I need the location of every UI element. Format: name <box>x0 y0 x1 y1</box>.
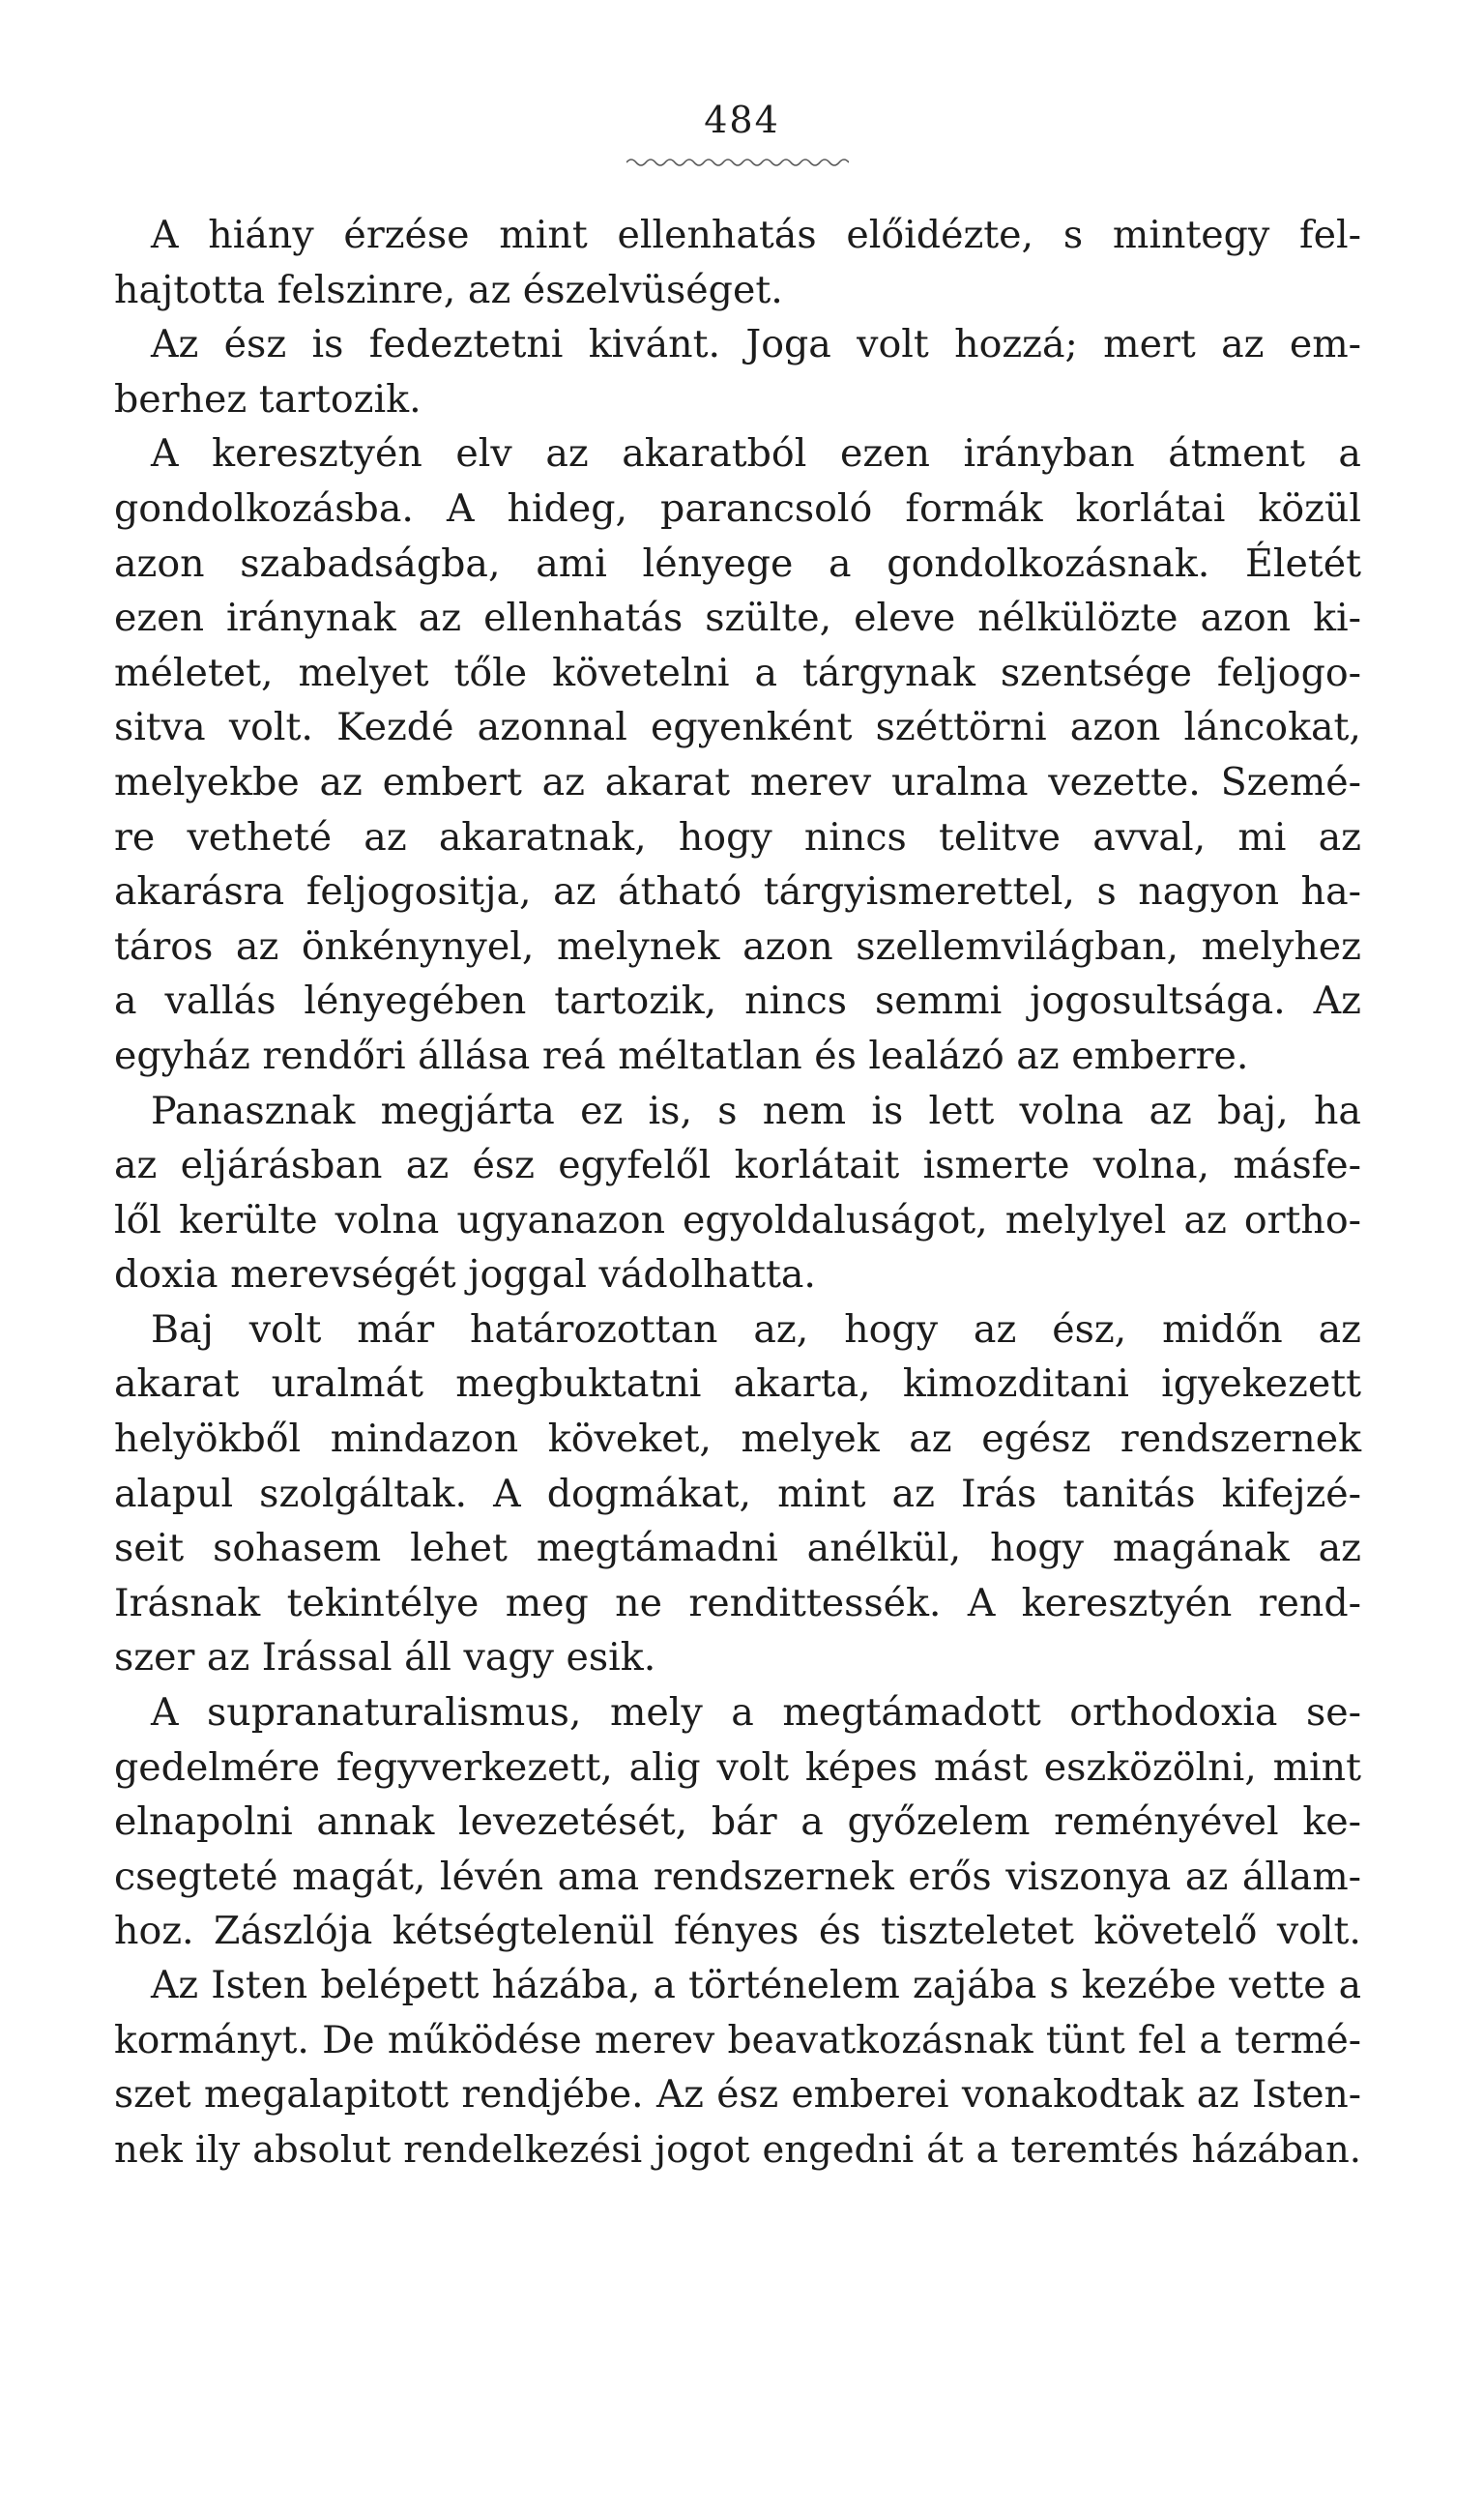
text-line: szet megalapitott rendjébe. Az ész emberei vonakodtak az Isten- <box>114 2073 1361 2118</box>
page-number: 484 <box>704 99 780 141</box>
text-line: elnapolni annak levezetését, bár a győzelem reményével ke- <box>114 1799 1361 1845</box>
text-line: hajtotta felszinre, az észelvüséget. <box>114 267 783 312</box>
text-line: Az Isten belépett házába, a történelem zajába s kezébe vette a <box>151 1964 1361 2007</box>
text-line: kormányt. De működése merev beavatkozásnak tünt fel a termé- <box>114 2018 1361 2062</box>
text-line: Panasznak megjárta ez is, s nem is lett volna az baj, ha <box>151 1088 1361 1133</box>
text-line: nek ily absolut rendelkezési jogot engedni át a teremtés házában. <box>114 2127 1361 2172</box>
text-line: akarat uralmát megbuktatni akarta, kimozditani igyekezett <box>114 1361 1361 1407</box>
text-line: méletet, melyet tőle követelni a tárgynak szentsége feljogo- <box>114 650 1361 695</box>
text-line: helyökből mindazon köveket, melyek az egész rendszernek <box>114 1417 1361 1462</box>
text-line: seit sohasem lehet megtámadni anélkül, hogy magának az <box>114 1526 1361 1571</box>
text-line: alapul szolgáltak. A dogmákat, mint az Irás tanitás kifejzé- <box>114 1471 1361 1516</box>
body-text <box>114 208 1361 2178</box>
text-line: akarásra feljogositja, az átható tárgyismerettel, s nagyon ha- <box>114 869 1361 915</box>
text-line: berhez tartozik. <box>114 376 422 422</box>
text-line: hoz. Zászlója kétségtelenül fényes és tiszteletet követelő volt. <box>114 1909 1361 1954</box>
text-line: az eljárásban az ész egyfelől korlátait ismerte volna, másfe- <box>114 1143 1361 1188</box>
text-line: gedelmére fegyverkezett, alig volt képes mást eszközölni, mint <box>114 1744 1361 1790</box>
text-line: Irásnak tekintélye meg ne rendittessék. A keresztyén rend- <box>114 1580 1361 1625</box>
text-line: A hiány érzése mint ellenhatás előidézte, s mintegy fel- <box>151 213 1361 257</box>
text-line: a vallás lényegében tartozik, nincs semmi jogosultsága. Az <box>114 979 1361 1024</box>
text-line: lől kerülte volna ugyanazon egyoldaluságot, melylyel az ortho- <box>114 1197 1361 1242</box>
text-line: egyház rendőri állása reá méltatlan és lealázó az emberre. <box>114 1033 1249 1078</box>
text-line: azon szabadságba, ami lényege a gondolkozásnak. Életét <box>114 541 1361 586</box>
text-line: szer az Irással áll vagy esik. <box>114 1635 656 1681</box>
text-line: Az ész is fedeztetni kivánt. Joga volt hozzá; mert az em- <box>151 322 1361 367</box>
decorative-wave-ornament <box>626 155 849 168</box>
text-line: melyekbe az embert az akarat merev uralma vezette. Szemé- <box>114 759 1361 804</box>
text-line: A supranaturalismus, mely a megtámadott orthodoxia se- <box>151 1690 1361 1736</box>
text-line: ezen iránynak az ellenhatás szülte, eleve nélkülözte azon ki- <box>114 596 1361 641</box>
text-line: A keresztyén elv az akaratból ezen irányban átment a <box>151 431 1361 477</box>
text-line: táros az önkénynyel, melynek azon szellemvilágban, melyhez <box>114 923 1361 969</box>
text-line: doxia merevségét joggal vádolhatta. <box>114 1252 816 1298</box>
text-line: gondolkozásba. A hideg, parancsoló formák korlátai közül <box>114 485 1361 531</box>
text-line: Baj volt már határozottan az, hogy az ész, midőn az <box>151 1306 1361 1352</box>
text-line: re vetheté az akaratnak, hogy nincs telitve avval, mi az <box>114 814 1361 860</box>
text-line: csegteté magát, lévén ama rendszernek erős viszonya az állam- <box>114 1854 1361 1899</box>
text-line: sitva volt. Kezdé azonnal egyenként széttörni azon láncokat, <box>114 705 1361 750</box>
